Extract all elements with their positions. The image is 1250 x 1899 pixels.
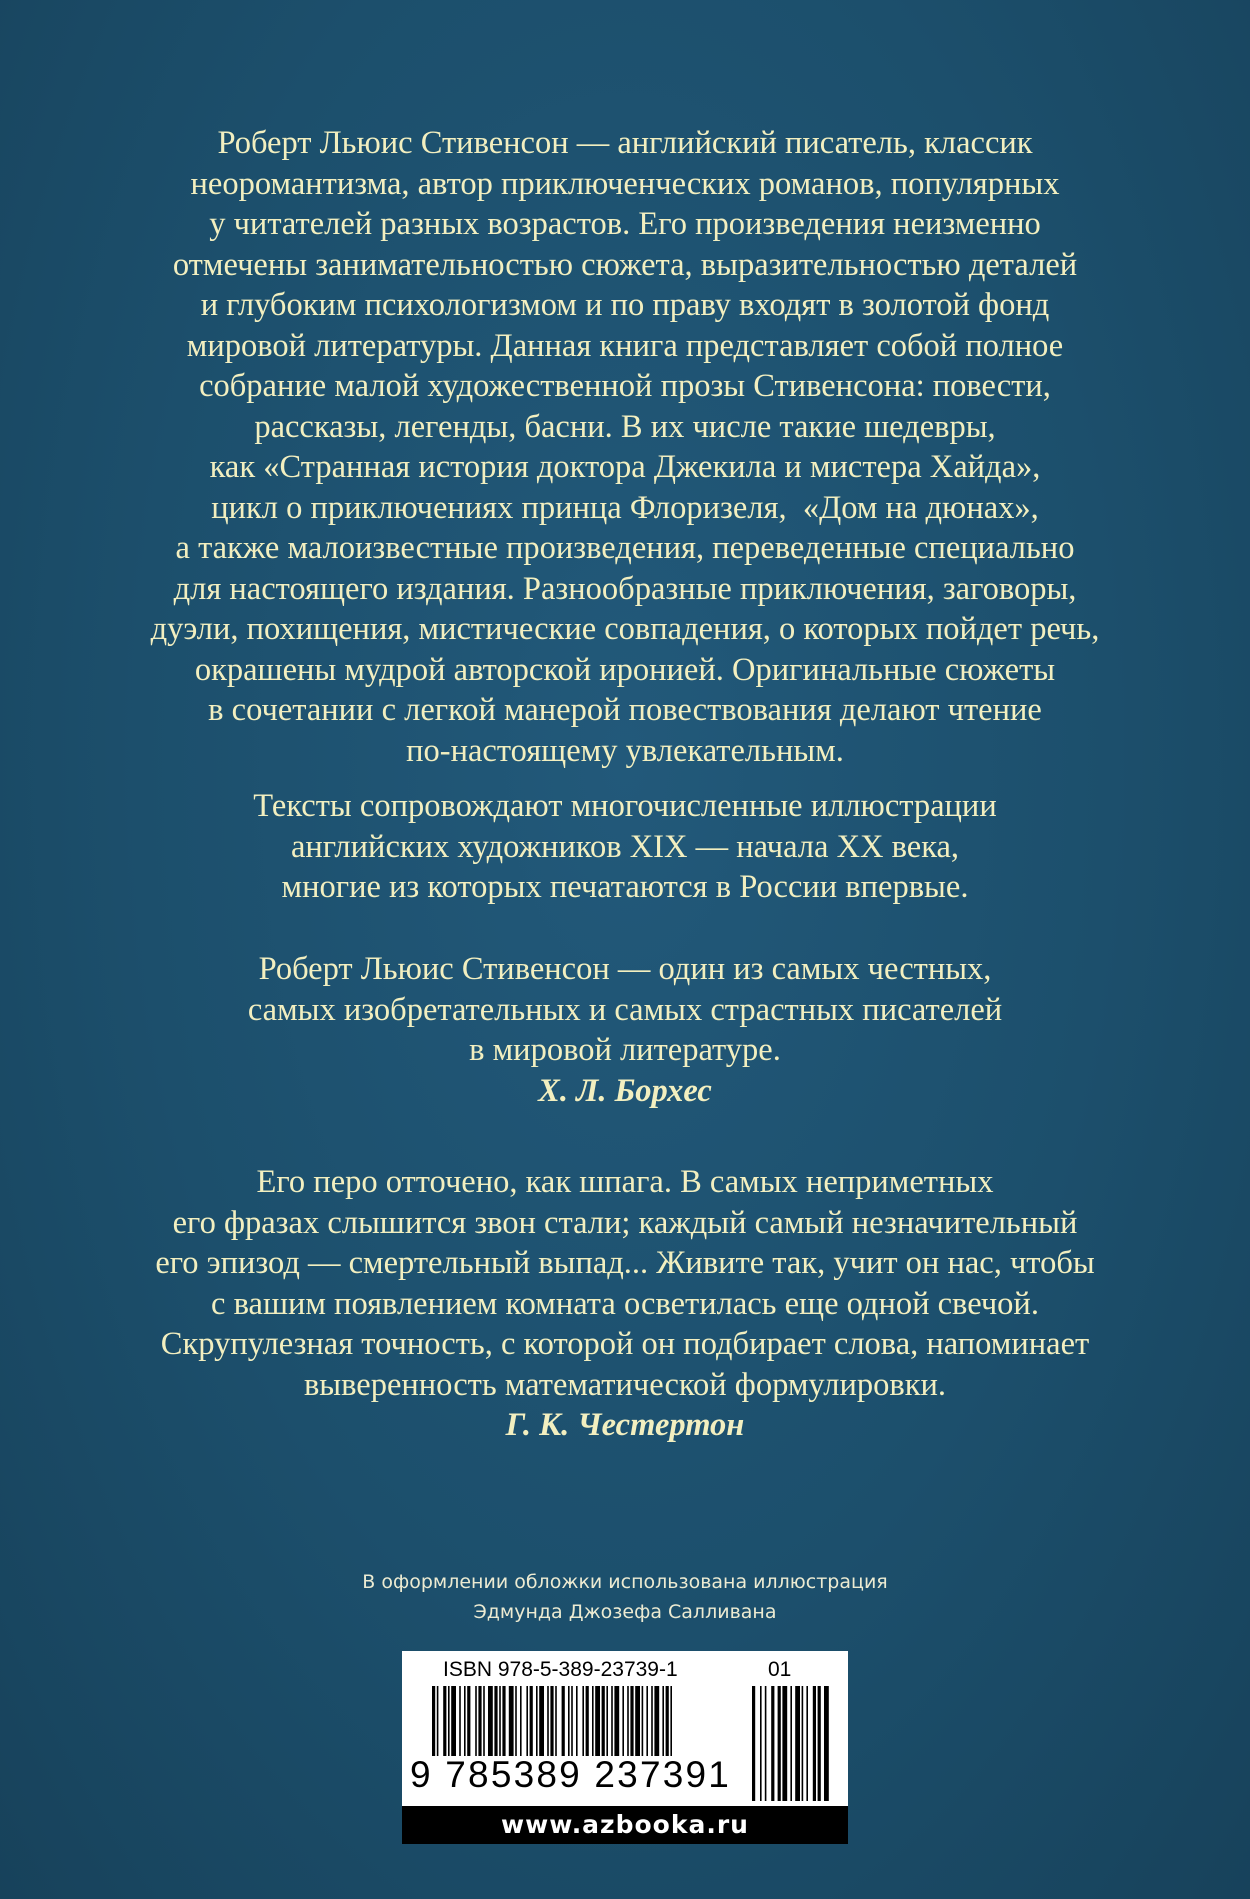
text-line: по-настоящему увлекательным.	[406, 732, 844, 769]
barcode-bar	[606, 1686, 608, 1756]
barcode-addon-bar	[795, 1686, 800, 1801]
barcode-addon-bar	[802, 1686, 804, 1801]
text-line: Роберт Льюис Стивенсон — английский писатель, классик	[217, 125, 1033, 161]
barcode-bar	[586, 1686, 589, 1756]
credit-line: Эдмунда Джозефа Салливана	[473, 1601, 777, 1623]
barcode-addon-bar	[765, 1686, 767, 1801]
barcode-bar	[520, 1686, 522, 1756]
barcode-bar	[592, 1686, 594, 1756]
barcode-bar	[662, 1686, 664, 1756]
text-line: дуэли, похищения, мистические совпадения, о которых пойдет речь,	[150, 611, 1100, 647]
text-line: окрашены мудрой авторской иронией. Оригинальные сюжеты	[194, 651, 1056, 688]
barcode-bar	[568, 1686, 570, 1756]
text-line: Тексты сопровождают многочисленные иллюстрации	[253, 788, 997, 824]
barcode-bar	[494, 1686, 497, 1756]
barcode-bar	[654, 1686, 659, 1756]
quote-line: Скрупулезная точность, с которой он подбирает слова, напоминает	[160, 1326, 1090, 1362]
barcode-bar	[459, 1686, 461, 1756]
barcode-bar	[670, 1686, 672, 1756]
text-line: многие из которых печатаются в России впервые.	[281, 869, 969, 905]
barcode-bar	[635, 1686, 640, 1756]
barcode-bar	[488, 1686, 493, 1756]
barcode-bar	[614, 1686, 619, 1756]
barcode-addon-bar	[771, 1686, 774, 1801]
quote-author: Х. Л. Борхес	[538, 1072, 712, 1109]
barcode-bar	[515, 1686, 517, 1756]
barcode-addon-bar	[778, 1686, 781, 1801]
illustration-credit	[300, 1567, 950, 1627]
barcode-bar	[536, 1686, 538, 1756]
barcode-addon-bar	[813, 1686, 816, 1801]
text-line: для настоящего издания. Разнообразные приключения, заговоры,	[173, 570, 1077, 607]
text-line: как «Странная история доктора Джекила и мистера Хайда»,	[209, 449, 1041, 485]
barcode-bar	[627, 1686, 629, 1756]
isbn-addon-code: 01	[768, 1658, 792, 1681]
annotation-paragraph-2	[130, 786, 1120, 908]
barcode-bar	[464, 1686, 466, 1756]
barcode-bar	[432, 1686, 435, 1756]
barcode-bar	[550, 1686, 553, 1756]
text-line: в сочетании с легкой манерой повествования делают чтение	[208, 692, 1042, 728]
publisher-url: www.azbooka.ru	[402, 1806, 848, 1844]
quote-author: Г. К. Честертон	[505, 1407, 745, 1443]
barcode-bar	[611, 1686, 613, 1756]
barcode-bar	[437, 1686, 439, 1756]
barcode-addon-bar	[760, 1686, 762, 1801]
quote-chesterton	[130, 1162, 1120, 1446]
barcode-bar	[595, 1686, 600, 1756]
barcode-addon-bar	[818, 1686, 821, 1801]
barcode-bar	[666, 1686, 669, 1756]
annotation-paragraph-1	[130, 123, 1120, 771]
barcode-bar	[539, 1686, 544, 1756]
isbn-label: ISBN 978-5-389-23739-1	[443, 1658, 678, 1681]
barcode-bar	[651, 1686, 653, 1756]
barcode-bar	[467, 1686, 470, 1756]
barcode-bar	[571, 1686, 573, 1756]
text-line: у читателей разных возрастов. Его произведения неизменно	[209, 206, 1041, 242]
barcode-bar	[555, 1686, 557, 1756]
barcode-bar	[547, 1686, 549, 1756]
barcode-bar	[448, 1686, 450, 1756]
quote-line: самых изобретательных и самых страстных писателей	[247, 991, 1003, 1028]
text-line: неоромантизма, автор приключенческих романов, популярных	[190, 165, 1060, 202]
barcode-bar	[502, 1686, 505, 1756]
text-line: цикл о приключениях принца Флоризеля, «Дом на дюнах»,	[211, 489, 1039, 526]
barcode-addon-bar	[790, 1686, 792, 1801]
barcode-bar	[526, 1686, 528, 1756]
barcode-bar	[630, 1686, 633, 1756]
barcode-bar	[451, 1686, 456, 1756]
barcode-bar	[622, 1686, 624, 1756]
barcode-addon-bar	[806, 1686, 808, 1801]
barcode-bar	[642, 1686, 644, 1756]
barcode-bar	[509, 1686, 514, 1756]
text-line: отмечены занимательностью сюжета, выразительностью деталей	[172, 246, 1078, 283]
quote-borges	[130, 949, 1120, 1111]
credit-line: В оформлении обложки использована иллюстрация	[362, 1571, 888, 1593]
barcode-bar	[443, 1686, 446, 1756]
barcode-bar	[478, 1686, 481, 1756]
text-line: рассказы, легенды, басни. В их числе такие шедевры,	[254, 408, 996, 445]
quote-line: выверенность математической формулировки.	[303, 1366, 947, 1403]
barcode-addon-bar	[752, 1686, 755, 1801]
quote-line: его эпизод — смертельный выпад... Живите так, учит он нас, чтобы	[155, 1245, 1095, 1281]
text-line: английских художников XIX — начала XX века,	[290, 828, 960, 865]
barcode-addon-bar	[824, 1686, 829, 1801]
barcode-bar	[602, 1686, 605, 1756]
text-line: собрание малой художественной прозы Стивенсона: повести,	[199, 368, 1051, 404]
barcode-bar	[646, 1686, 648, 1756]
barcode-bar	[576, 1686, 578, 1756]
quote-line: в мировой литературе.	[469, 1032, 781, 1068]
barcode-bar	[582, 1686, 584, 1756]
barcode-addon-bar	[782, 1686, 787, 1801]
barcode-bar	[499, 1686, 501, 1756]
quote-line: с вашим появлением комната осветилась еще одной свечой.	[211, 1285, 1039, 1322]
barcode-bar	[475, 1686, 477, 1756]
quote-line: Роберт Льюис Стивенсон — один из самых честных,	[258, 951, 992, 987]
barcode-bar	[562, 1686, 565, 1756]
quote-line: Его перо отточено, как шпага. В самых неприметных	[256, 1164, 994, 1200]
barcode-digits: 9 785389 237391	[410, 1754, 732, 1795]
barcode-bar	[530, 1686, 533, 1756]
text-line: и глубоким психологизмом и по праву входят в золотой фонд	[200, 287, 1050, 323]
quote-line: его фразах слышится звон стали; каждый самый незначительный	[172, 1204, 1078, 1241]
barcode-bar	[483, 1686, 485, 1756]
text-line: а также малоизвестные произведения, переведенные специально	[175, 530, 1075, 566]
text-line: мировой литературы. Данная книга представляет собой полное	[186, 327, 1064, 364]
